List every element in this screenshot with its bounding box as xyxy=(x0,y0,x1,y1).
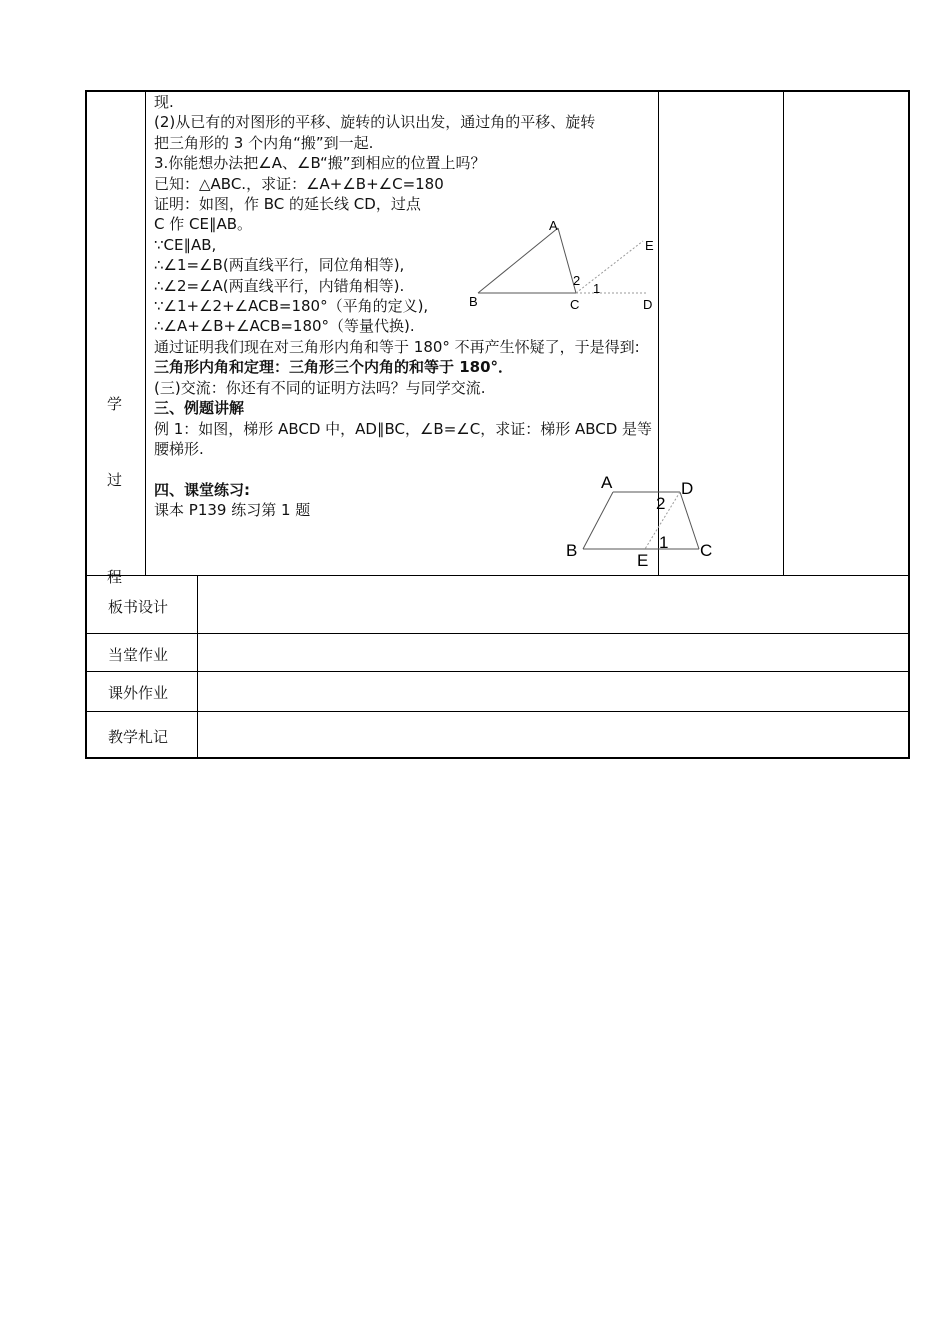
row-divider xyxy=(85,575,910,576)
row-label-after-class-homework: 课外作业 xyxy=(108,684,169,702)
trapezoid-figure xyxy=(565,470,720,570)
example-text: 例 1：如图，梯形 ABCD 中，AD∥BC，∠B=∠C，求证：梯形 ABCD 是等腰梯形. xyxy=(154,419,653,458)
text-line: ∴∠1=∠B(两直线平行，同位角相等), xyxy=(154,256,405,275)
label-a: A xyxy=(549,218,558,233)
angle-label-1: 1 xyxy=(593,281,601,296)
text-paragraph: 通过证明我们现在对三角形内角和等于 180° 不再产生怀疑了，于是得到: xyxy=(154,337,640,356)
segment-ab xyxy=(583,492,613,549)
side-label-char: 学 xyxy=(107,395,123,413)
text-line: 3.你能想办法把∠A、∠B“搬”到相应的位置上吗？ xyxy=(154,154,486,173)
text-line: 现. xyxy=(154,93,174,111)
text-line: 把三角形的 3 个内角“搬”到一起. xyxy=(154,133,374,152)
text-line: ∴∠A+∠B+∠ACB=180°（等量代换). xyxy=(154,317,415,336)
label-e: E xyxy=(637,551,649,570)
label-a: A xyxy=(601,473,613,492)
section-heading: 四、课堂练习: xyxy=(154,480,250,499)
text-line: (三)交流：你还有不同的证明方法吗？与同学交流. xyxy=(154,378,486,397)
row-label-board-design: 板书设计 xyxy=(108,598,169,616)
triangle-figure xyxy=(465,215,660,315)
text-line: 证明：如图，作 BC 的延长线 CD，过点 xyxy=(154,195,421,214)
label-c: C xyxy=(700,541,713,560)
column-divider xyxy=(197,576,198,759)
label-b: B xyxy=(566,541,578,560)
text-line: C 作 CE∥AB。 xyxy=(154,215,253,234)
row-label-teaching-notes: 教学札记 xyxy=(108,728,169,746)
row-divider xyxy=(85,711,910,712)
column-divider xyxy=(145,90,146,576)
text-line: (2)从已有的对图形的平移、旋转的认识出发，通过角的平移、旋转 xyxy=(154,113,596,132)
theorem-text: 三角形内角和定理：三角形三个内角的和等于 180°． xyxy=(154,358,514,377)
column-divider xyxy=(783,90,784,576)
label-d: D xyxy=(643,297,653,312)
label-d: D xyxy=(681,479,694,498)
segment-dc xyxy=(680,492,699,549)
text-line: ∴∠2=∠A(两直线平行，内错角相等). xyxy=(154,276,405,295)
angle-label-2: 2 xyxy=(573,273,581,288)
text-line: 已知：△ABC.，求证：∠A+∠B+∠C=180 xyxy=(154,174,444,193)
section-heading: 三、例题讲解 xyxy=(154,399,245,418)
segment-ab xyxy=(478,228,558,293)
row-divider xyxy=(85,633,910,634)
side-label-char: 程 xyxy=(107,568,123,586)
angle-label-1: 1 xyxy=(659,533,669,552)
segment-ce xyxy=(576,241,643,293)
text-line: ∵∠1+∠2+∠ACB=180°（平角的定义), xyxy=(154,297,429,316)
text-line: ∵CE∥AB, xyxy=(154,235,217,254)
text-line: 课本 P139 练习第 1 题 xyxy=(154,501,311,520)
angle-label-2: 2 xyxy=(656,494,666,513)
label-e: E xyxy=(645,238,654,253)
label-b: B xyxy=(469,294,478,309)
label-c: C xyxy=(570,297,580,312)
row-divider xyxy=(85,671,910,672)
side-label-char: 过 xyxy=(107,471,123,489)
row-label-in-class-homework: 当堂作业 xyxy=(108,646,169,664)
